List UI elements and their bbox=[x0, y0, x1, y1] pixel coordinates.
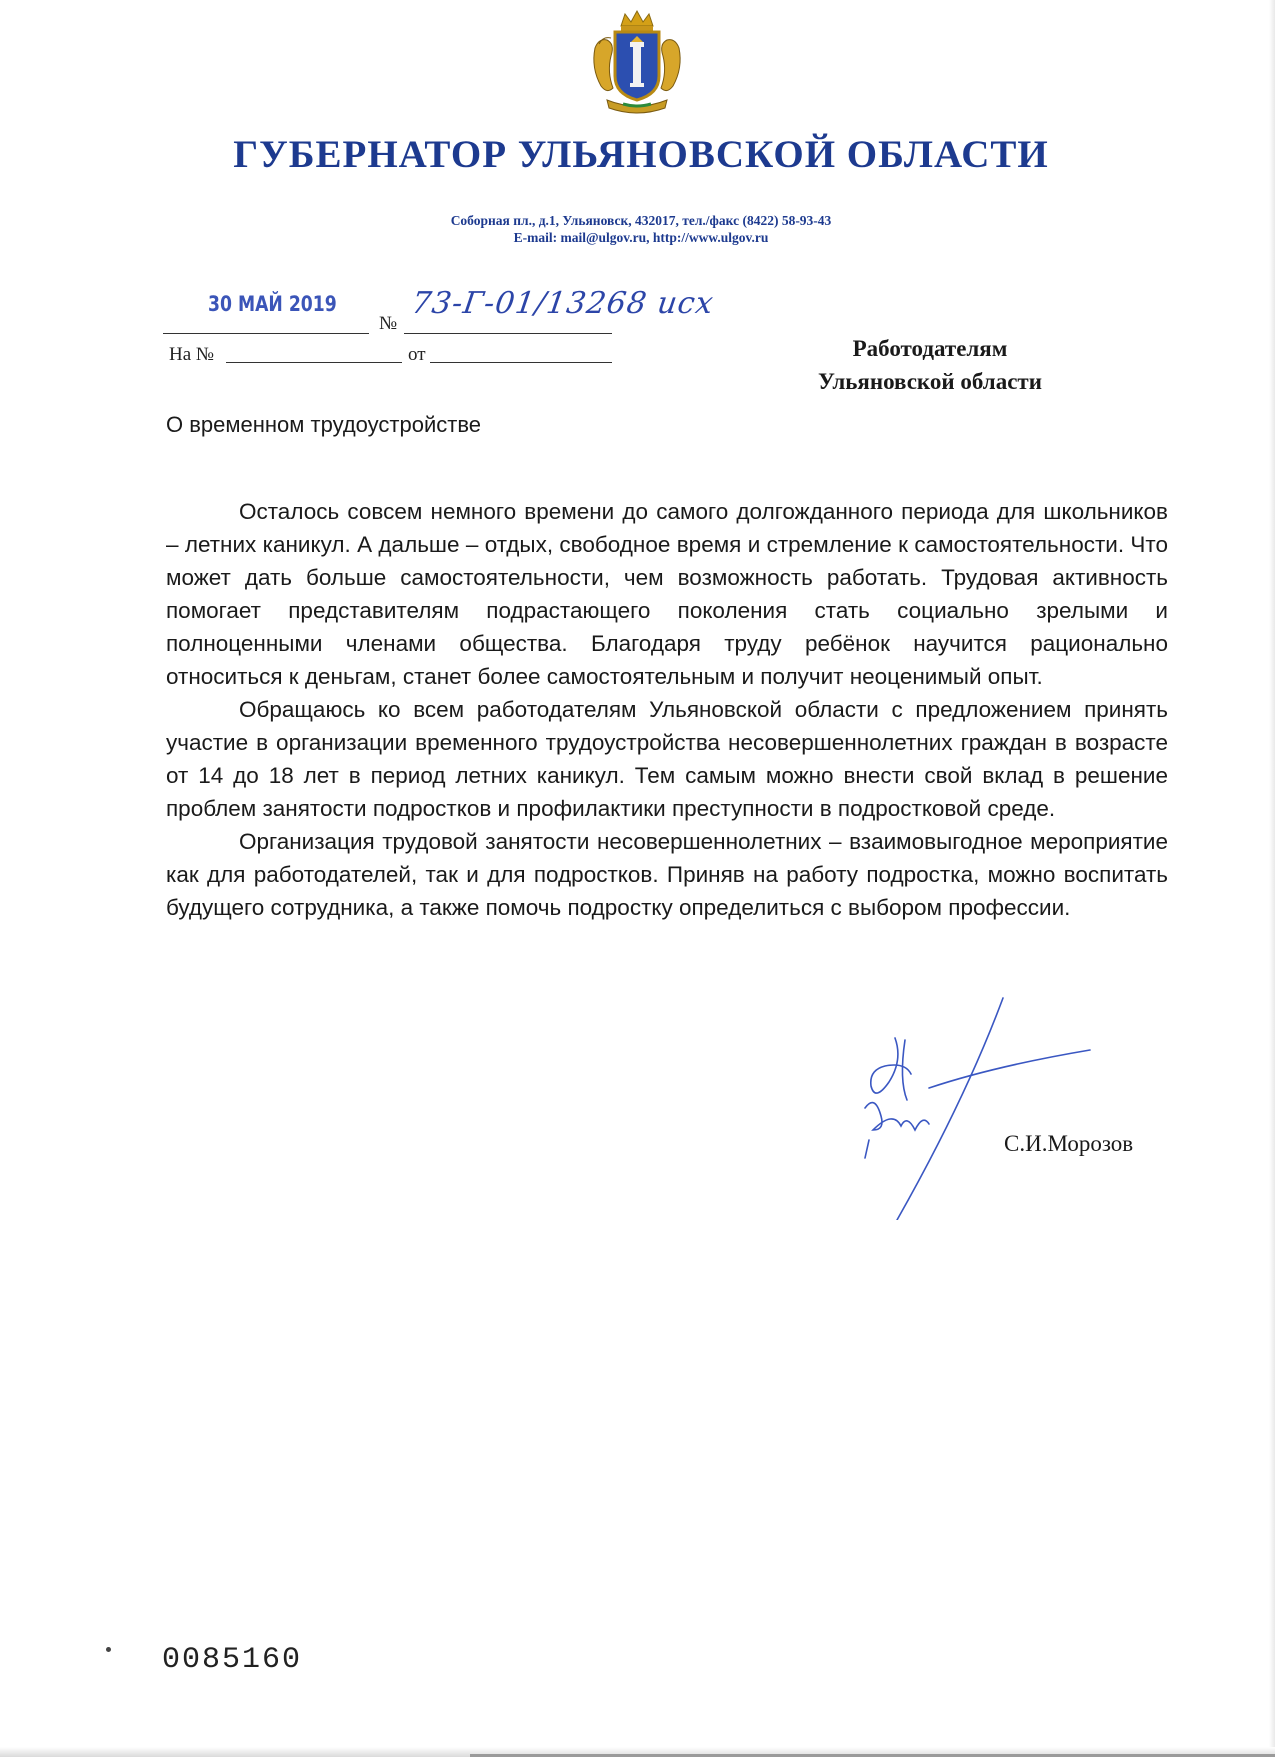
reference-underline bbox=[226, 362, 402, 363]
address-line: Соборная пл., д.1, Ульяновск, 432017, тел./факс (8422) 58-93-43 bbox=[450, 213, 832, 228]
document-serial-number: 0085160 bbox=[162, 1643, 303, 1677]
letter-body bbox=[166, 495, 1168, 924]
body-paragraph: Осталось совсем немного времени до самого долгожданного периода для школьников – летних каникул. А дальше – отдых, свободное время и стремление к самостоятельности. Что может дать больше самостоятельности, чем возможность работать. Трудовая активность помогает представителям подрастающего поколения стать социально зрелыми и полноценными членами общества. Благодаря труду ребёнок научится рационально относиться к деньгам, станет более самостоятельным и получит неоценимый опыт. bbox=[166, 499, 1168, 689]
contact-line: E-mail: mail@ulgov.ru, http://www.ulgov.ru bbox=[513, 230, 769, 245]
scan-speck bbox=[106, 1647, 111, 1652]
handwritten-signature bbox=[845, 990, 1095, 1220]
reference-label: На № bbox=[169, 344, 215, 365]
from-label: от bbox=[408, 344, 426, 365]
letterhead-address bbox=[0, 212, 1275, 246]
coat-of-arms-emblem bbox=[585, 8, 689, 116]
number-label: № bbox=[379, 313, 398, 334]
addressee-line: Ульяновской области bbox=[818, 369, 1042, 394]
body-paragraph: Организация трудовой занятости несовершеннолетних – взаимовыгодное мероприятие как для работодателей, так и для подростков. Приняв на работу подростка, можно воспитать будущего сотрудника, а также помочь подростку определиться с выбором профессии. bbox=[166, 829, 1168, 920]
date-underline bbox=[163, 333, 369, 334]
addressee bbox=[760, 332, 1100, 398]
letter-subject: О временном трудоустройстве bbox=[166, 412, 482, 437]
addressee-line: Работодателям bbox=[852, 336, 1008, 361]
signer-name: С.И.Морозов bbox=[1004, 1131, 1134, 1156]
scan-edge bbox=[1269, 0, 1275, 1757]
from-underline bbox=[430, 362, 612, 363]
body-paragraph: Обращаюсь ко всем работодателям Ульяновской области с предложением принять участие в организации временного трудоустройства несовершеннолетних граждан в возрасте от 14 до 18 лет в период летних каникул. Тем самым можно внести свой вклад в решение проблем занятости подростков и профилактики преступности в подростковой среде. bbox=[166, 697, 1168, 821]
letterhead-title: ГУБЕРНАТОР УЛЬЯНОВСКОЙ ОБЛАСТИ bbox=[233, 133, 1049, 176]
date-stamp: 30 МАЙ 2019 bbox=[208, 292, 337, 316]
outgoing-number: 73-Г-01/13268 исх bbox=[409, 286, 717, 321]
number-underline bbox=[404, 333, 612, 334]
